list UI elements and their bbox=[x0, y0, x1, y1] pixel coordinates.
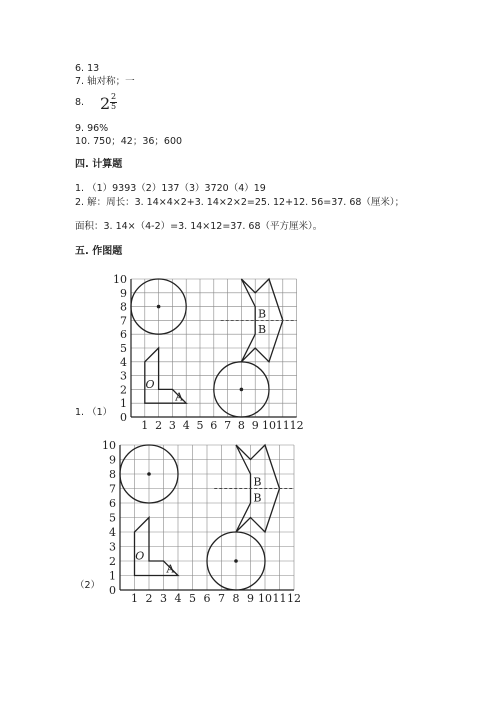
answer-10: 10. 750；42；36；600 bbox=[75, 136, 183, 147]
label-a: A bbox=[175, 390, 184, 404]
y-tick-label: 10 bbox=[102, 439, 116, 452]
section-5-title: 五. 作图题 bbox=[75, 246, 123, 257]
y-tick-label: 10 bbox=[113, 273, 127, 286]
x-tick-label: 10 bbox=[262, 419, 276, 432]
x-tick-label: 3 bbox=[160, 592, 167, 605]
label-b-bottom: B bbox=[253, 491, 262, 505]
x-tick-label: 5 bbox=[189, 592, 196, 605]
calc-answer-2-area: 面积：3. 14×（4-2）=3. 14×12=37. 68（平方厘米）。 bbox=[75, 221, 323, 232]
y-tick-label: 3 bbox=[109, 540, 116, 554]
answer-8-label: 8. bbox=[75, 97, 85, 108]
x-tick-label: 10 bbox=[258, 592, 272, 605]
y-tick-label: 7 bbox=[109, 482, 116, 496]
x-tick-label: 5 bbox=[196, 419, 204, 432]
y-tick-label: 5 bbox=[109, 511, 116, 525]
y-tick-label: 4 bbox=[109, 526, 116, 539]
x-tick-label: 11 bbox=[272, 592, 287, 605]
x-tick-label: 1 bbox=[131, 592, 138, 605]
x-tick-label: 9 bbox=[251, 419, 259, 432]
y-tick-label: 6 bbox=[109, 497, 116, 510]
x-tick-label: 12 bbox=[287, 592, 301, 605]
x-tick-label: 8 bbox=[237, 419, 245, 432]
y-tick-label: 8 bbox=[109, 468, 116, 481]
y-tick-label: 0 bbox=[109, 584, 116, 597]
label-b-top: B bbox=[257, 307, 267, 321]
x-tick-label: 6 bbox=[203, 592, 211, 605]
x-tick-label: 12 bbox=[289, 419, 304, 432]
x-tick-label: 8 bbox=[232, 592, 240, 605]
answer-7: 7. 轴对称；一 bbox=[75, 76, 135, 87]
circle-center bbox=[234, 559, 238, 563]
x-tick-label: 2 bbox=[155, 419, 163, 432]
x-tick-label: 4 bbox=[174, 592, 182, 605]
grid-figure-2 bbox=[102, 439, 301, 605]
fraction-denominator: 5 bbox=[111, 102, 117, 111]
y-tick-label: 5 bbox=[120, 342, 127, 355]
fraction-numerator: 2 bbox=[111, 92, 117, 101]
y-tick-label: 1 bbox=[109, 569, 116, 583]
label-a: A bbox=[166, 562, 175, 576]
y-tick-label: 9 bbox=[109, 453, 116, 467]
figure-2-label: （2） bbox=[75, 580, 101, 591]
y-tick-label: 9 bbox=[120, 286, 127, 300]
x-tick-label: 11 bbox=[275, 419, 290, 432]
x-tick-label: 2 bbox=[145, 592, 153, 605]
y-tick-label: 2 bbox=[120, 383, 127, 397]
circle-center bbox=[147, 472, 151, 476]
x-tick-label: 9 bbox=[247, 592, 254, 605]
circle-center bbox=[157, 305, 161, 309]
x-tick-label: 3 bbox=[168, 419, 176, 432]
x-tick-label: 7 bbox=[218, 592, 225, 605]
circle-center bbox=[240, 388, 244, 392]
fraction-whole: 2 bbox=[100, 94, 111, 113]
y-tick-label: 6 bbox=[120, 328, 127, 342]
x-tick-label: 4 bbox=[182, 419, 190, 432]
x-tick-label: 1 bbox=[141, 419, 149, 432]
label-o: O bbox=[145, 378, 155, 392]
answer-6: 6. 13 bbox=[75, 63, 100, 74]
grid-figure-1 bbox=[113, 273, 304, 432]
y-tick-label: 4 bbox=[120, 355, 127, 369]
x-tick-label: 7 bbox=[224, 419, 232, 432]
y-tick-label: 7 bbox=[120, 314, 127, 328]
y-tick-label: 0 bbox=[120, 411, 127, 424]
label-b-bottom: B bbox=[257, 322, 267, 336]
answer-9: 9. 96% bbox=[75, 123, 109, 134]
calc-answer-2: 2. 解：周长：3. 14×4×2+3. 14×2×2=25. 12+12. 56=37. 68（厘米）； bbox=[75, 197, 405, 208]
y-tick-label: 3 bbox=[120, 369, 127, 383]
figure-1-label: 1. （1） bbox=[75, 407, 113, 418]
x-tick-label: 6 bbox=[210, 419, 218, 432]
label-o: O bbox=[135, 549, 145, 563]
y-tick-label: 2 bbox=[109, 555, 116, 568]
label-b-top: B bbox=[253, 475, 262, 489]
section-4-title: 四. 计算题 bbox=[75, 159, 123, 170]
calc-answer-1: 1. （1）9393（2）137（3）3720（4）19 bbox=[75, 183, 266, 194]
y-tick-label: 8 bbox=[120, 300, 127, 314]
y-tick-label: 1 bbox=[120, 397, 127, 411]
